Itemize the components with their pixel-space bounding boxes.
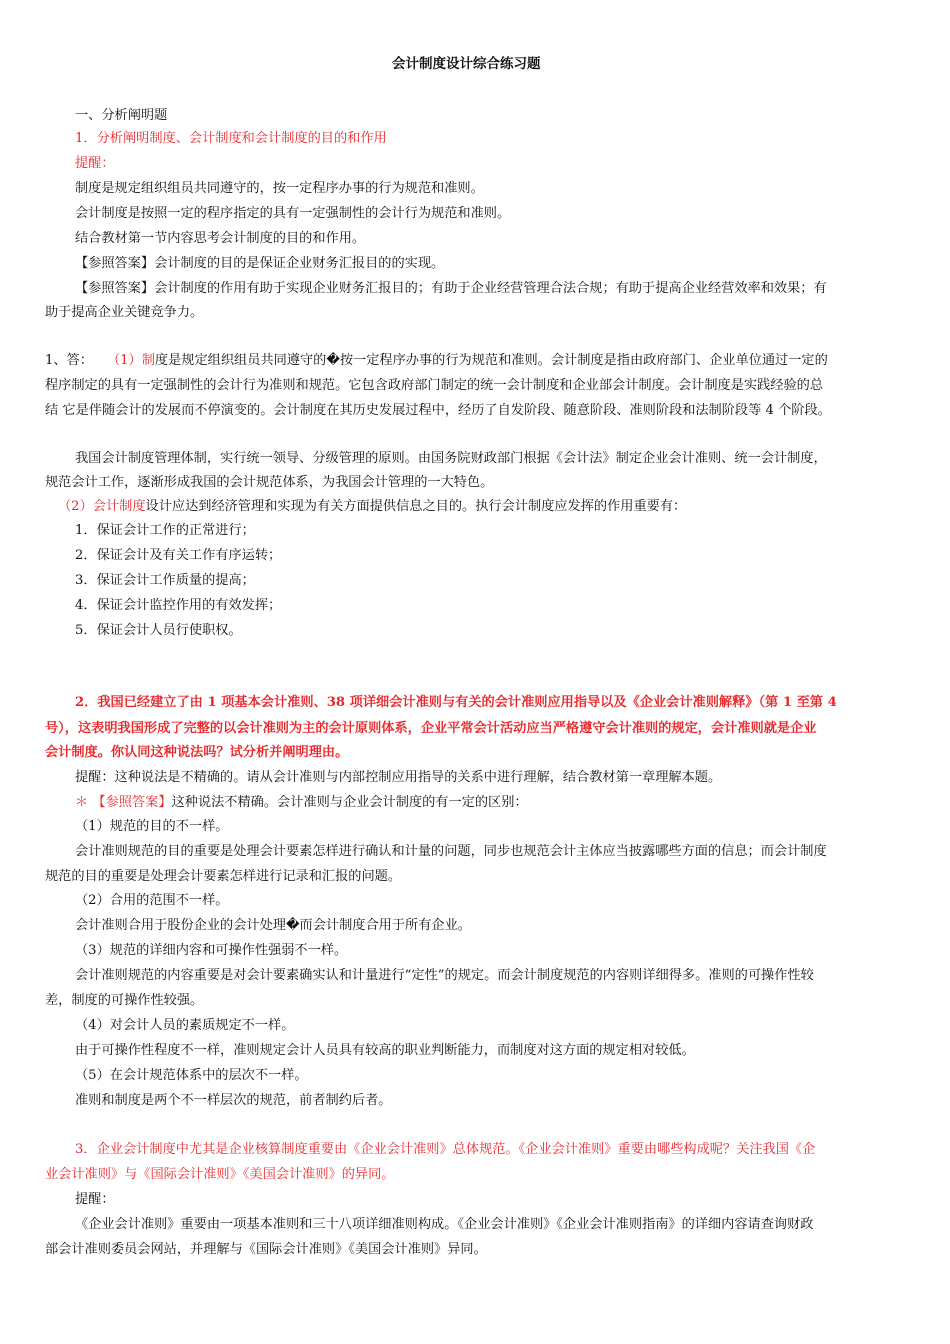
- q3-hint-text-cont: 部会计准则委员会网站，并理解与《国际会计准则》《美国会计准则》异同。: [45, 1242, 487, 1257]
- document-title: 会计制度设计综合练习题: [392, 56, 541, 72]
- difference-heading: （5）在会计规范体系中的层次不一样。: [75, 1068, 308, 1083]
- list-item: 1．保证会计工作的正常进行；: [75, 523, 255, 538]
- question-3: 3．企业会计制度中尤其是企业核算制度重要由《企业会计准则》总体规范。《企业会计准则》重要由哪些构成呢？关注我国《企: [75, 1142, 816, 1157]
- difference-heading: （3）规范的详细内容和可操作性强弱不一样。: [75, 943, 348, 958]
- question-2-cont: 号），这表明我国形成了完整的以会计准则为主的会计原则体系，企业平常会计活动应当严格遵守会计准则的规定，会计准则就是企业: [45, 721, 817, 736]
- difference-text-cont: 规范的目的重要是处理会计要素怎样进行记录和汇报的问题。: [45, 869, 402, 884]
- q1-hint-line: 制度是规定组织组员共同遵守的，按一定程序办事的行为规范和准则。: [75, 181, 484, 196]
- q2-hint: 提醒：这种说法是不精确的。请从会计准则与内部控制应用指导的关系中进行理解，结合教材第一章理解本题。: [75, 770, 722, 785]
- answer-part-marker: （1）制: [106, 353, 155, 368]
- answer-text: 设计应达到经济管理和实现为有关方面提供信息之目的。执行会计制度应发挥的作用重要有：: [145, 499, 687, 514]
- difference-text-cont: 差，制度的可操作性较强。: [45, 993, 204, 1008]
- q1-hint-line: 会计制度是按照一定的程序指定的具有一定强制性的会计行为规范和准则。: [75, 206, 511, 221]
- difference-text: 准则和制度是两个不一样层次的规范，前者制约后者。: [75, 1093, 392, 1108]
- difference-text: 会计准则合用于股份企业的会计处理�而会计制度合用于所有企业。: [75, 918, 471, 933]
- management-paragraph: 我国会计制度管理体制，实行统一领导、分级管理的原则。由国务院财政部门根据《会计法》制定企业会计准则、统一会计制度，: [75, 451, 827, 466]
- list-item: 5．保证会计人员行使职权。: [75, 623, 242, 638]
- difference-heading: （1）规范的目的不一样。: [75, 819, 229, 834]
- q3-hint-label: 提醒：: [75, 1192, 115, 1207]
- answer-label: 1、答：: [45, 353, 93, 368]
- q1-hint-label: 提醒：: [75, 156, 115, 171]
- difference-heading: （4）对会计人员的素质规定不一样。: [75, 1018, 295, 1033]
- answer-1-line: 程序制定的具有一定强制性的会计行为准则和规范。它包含政府部门制定的统一会计制度和企业部会计制度。会计制度是实践经验的总: [45, 378, 824, 393]
- difference-text: 会计准则规范的内容重要是对会计要素确实认和计量进行“定性”的规定。而会计制度规范的内容则详细得多。准则的可操作性较: [75, 968, 814, 983]
- list-item: 2．保证会计及有关工作有序运转；: [75, 548, 282, 563]
- question-1: 1．分析阐明制度、会计制度和会计制度的目的和作用: [75, 131, 387, 146]
- q3-hint-text: 《企业会计准则》重要由一项基本准则和三十八项详细准则构成。《企业会计准则》《企业会计准则指南》的详细内容请查询财政: [75, 1217, 814, 1232]
- question-2-cont: 会计制度。你认同这种说法吗？试分析并阐明理由。: [45, 745, 349, 760]
- q1-reference-answer: 【参照答案】会计制度的目的是保证企业财务汇报目的的实现。: [75, 256, 445, 271]
- answer-1-line: 结 它是伴随会计的发展而不停演变的。会计制度在其历史发展过程中，经历了自发阶段、随意阶段、准则阶段和法制阶段等 4 个阶段。: [45, 403, 831, 418]
- question-2: 2．我国已经建立了由 1 项基本会计准则、38 项详细会计准则与有关的会计准则应用指导以及《企业会计准则解释》（第 1 至第 4: [75, 695, 837, 710]
- section-heading: 一、分析阐明题: [75, 108, 168, 123]
- answer-1-paragraph: [45, 352, 828, 370]
- difference-text: 由于可操作性程度不一样，准则规定会计人员具有较高的职业判断能力，而制度对这方面的规定相对较低。: [75, 1043, 695, 1058]
- difference-heading: （2）合用的范围不一样。: [75, 893, 229, 908]
- answer-part-2: [58, 498, 686, 516]
- answer-text: 度是规定组织组员共同遵守的�按一定程序办事的行为规范和准则。会计制度是指由政府部门、企业单位通过一定的: [154, 353, 828, 368]
- difference-text: 会计准则规范的目的重要是处理会计要素怎样进行确认和计量的问题，同步也规范会计主体应当披露哪些方面的信息；而会计制度: [75, 844, 827, 859]
- answer-part-marker: （2）会计制度: [58, 499, 146, 514]
- management-paragraph-cont: 规范会计工作，逐渐形成我国的会计规范体系，为我国会计管理的一大特色。: [45, 475, 494, 490]
- q1-hint-line: 结合教材第一节内容思考会计制度的目的和作用。: [75, 231, 366, 246]
- reference-answer-marker: ＊ 【参照答案】: [75, 795, 172, 810]
- q1-reference-answer-cont: 助于提高企业关键竞争力。: [45, 305, 204, 320]
- list-item: 3．保证会计工作质量的提高；: [75, 573, 255, 588]
- q1-reference-answer: 【参照答案】会计制度的作用有助于实现企业财务汇报目的；有助于企业经营管理合法合规；有助于提高企业经营效率和效果；有: [75, 281, 827, 296]
- list-item: 4．保证会计监控作用的有效发挥；: [75, 598, 282, 613]
- q2-reference-answer: [75, 794, 528, 812]
- reference-answer-text: 这种说法不精确。会计准则与企业会计制度的有一定的区别：: [171, 795, 528, 810]
- question-3-cont: 业会计准则》与《国际会计准则》《美国会计准则》的异同。: [45, 1167, 395, 1182]
